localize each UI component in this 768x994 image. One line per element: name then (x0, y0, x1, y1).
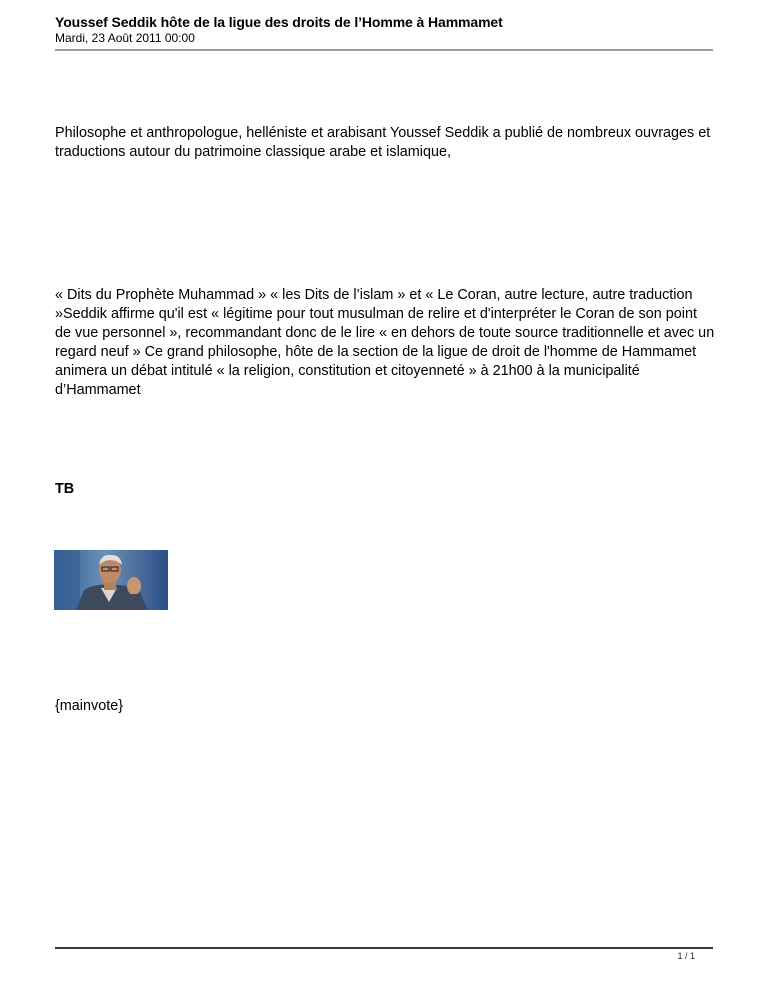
page-number: 1 / 1 (677, 951, 695, 961)
article-paragraph-2: « Dits du Prophète Muhammad » « les Dits de l’islam » et « Le Coran, autre lecture, autre traduction »Seddik affirme qu'il est « légitime pour tout musulman de relire et d'interpréter le Coran de son point de vue personnel », recommandant donc de le lire « en dehors de toute source traditionnelle et avec un regard neuf » Ce grand philosophe, hôte de la section de la ligue de droit de l'homme de Hammamet animera un débat intitulé « la religion, constitution et citoyenneté » à 21h00 à la municipalité d’Hammamet (55, 287, 715, 398)
document-header (55, 14, 713, 45)
article-date: Mardi, 23 Août 2011 00:00 (55, 31, 195, 45)
header-divider (55, 49, 713, 51)
footer-divider (55, 947, 713, 949)
portrait-photo (54, 550, 168, 610)
vote-placeholder: {mainvote} (55, 698, 124, 714)
article-title: Youssef Seddik hôte de la ligue des droits de l’Homme à Hammamet (55, 14, 503, 30)
article-signature: TB (55, 481, 75, 497)
article-paragraph-1: Philosophe et anthropologue, helléniste et arabisant Youssef Seddik a publié de nombreux ouvrages et traductions autour du patrimoine classique arabe et islamique, (55, 125, 711, 160)
